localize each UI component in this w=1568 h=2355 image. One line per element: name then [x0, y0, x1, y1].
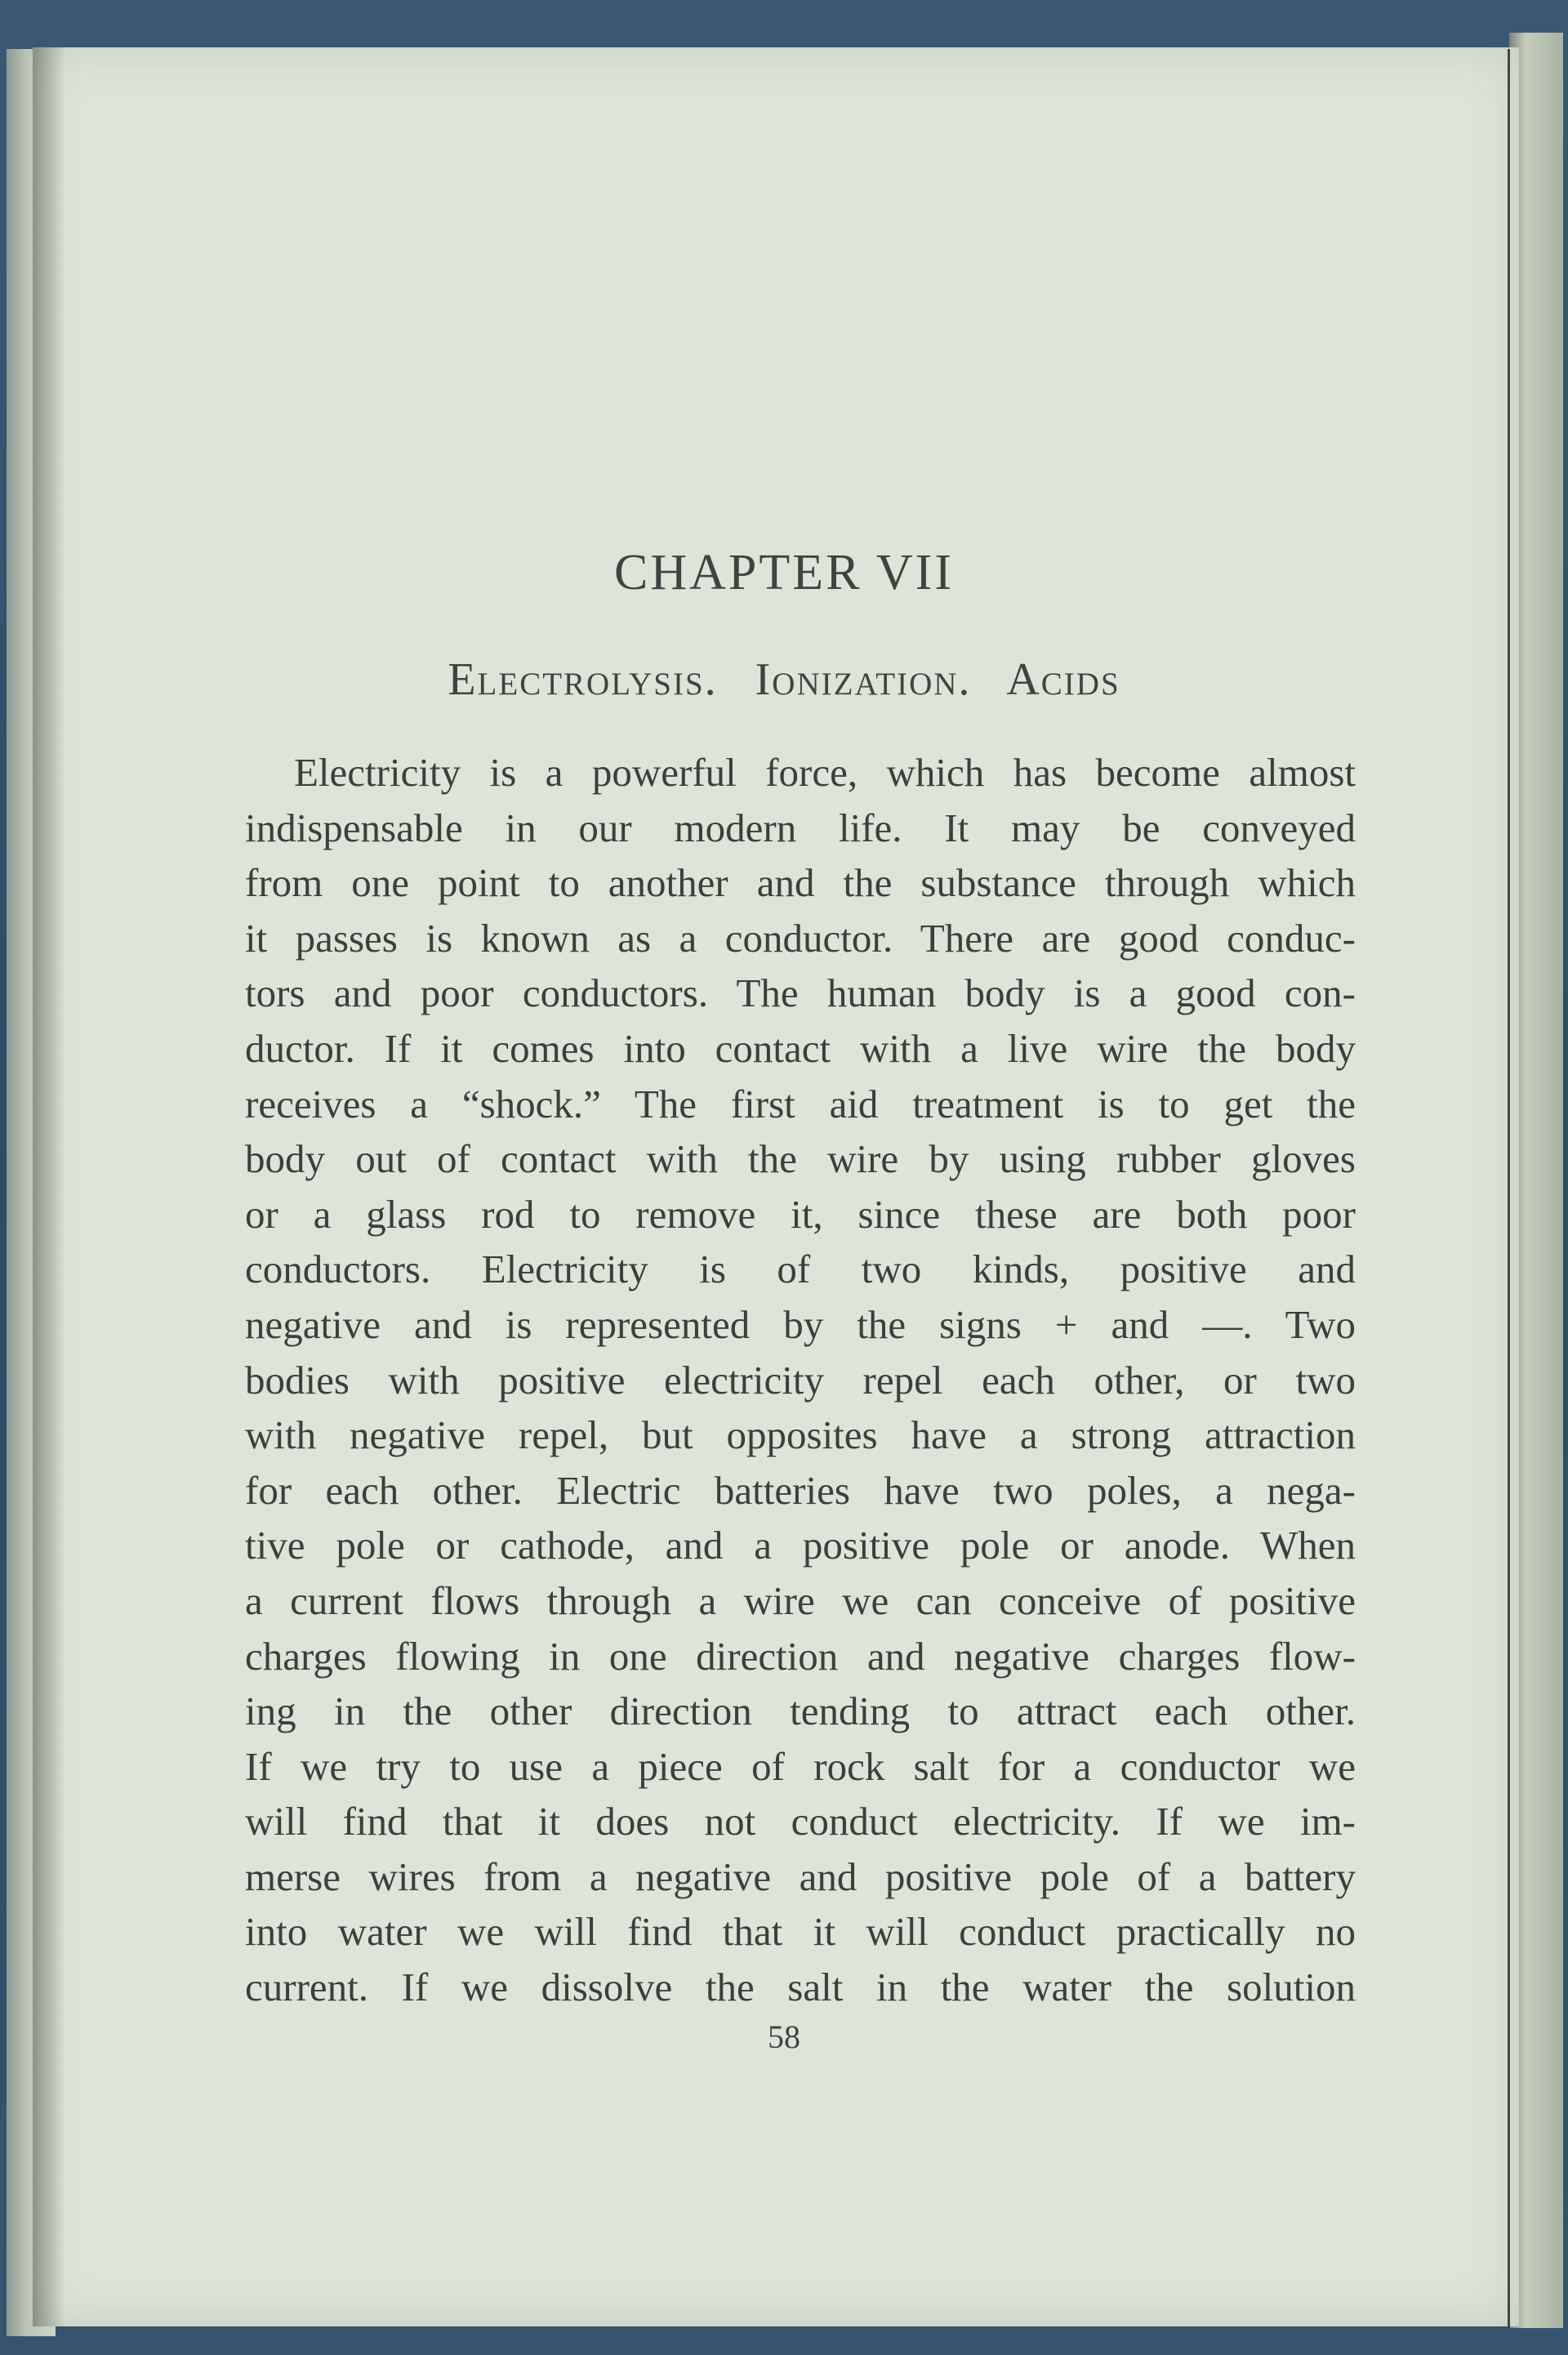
text-line: into water we will find that it will conduct practically no: [245, 1909, 1356, 1955]
text-line: merse wires from a negative and positive pole of a battery: [245, 1853, 1356, 1899]
spine-shadow: [33, 47, 65, 2326]
text-line: indispensable in our modern life. It may be conveyed: [245, 805, 1356, 850]
text-line: tors and poor conductors. The human body is a good con-: [245, 970, 1356, 1016]
chapter-subtitle: Electrolysis. Ionization. Acids: [448, 654, 1120, 705]
text-line: for each other. Electric batteries have two poles, a nega-: [245, 1467, 1356, 1513]
text-line: Electricity is a powerful force, which has become almost: [294, 750, 1356, 795]
text-line: bodies with positive electricity repel each other, or two: [245, 1357, 1356, 1403]
text-line: with negative repel, but opposites have a strong attraction: [245, 1412, 1356, 1458]
text-line: tive pole or cathode, and a positive pole or anode. When: [245, 1523, 1356, 1568]
text-line: charges flowing in one direction and negative charges flow-: [245, 1633, 1356, 1679]
text-line: If we try to use a piece of rock salt for a conductor we: [245, 1743, 1356, 1789]
chapter-title: CHAPTER VII: [614, 545, 954, 600]
text-line: ing in the other direction tending to attract each other.: [245, 1688, 1356, 1734]
text-line: receives a “shock.” The first aid treatment is to get the: [245, 1081, 1356, 1126]
text-line: it passes is known as a conductor. There are good conduc-: [245, 915, 1356, 961]
text-line: negative and is represented by the signs + and —. Two: [245, 1301, 1356, 1347]
text-line: current. If we dissolve the salt in the water the solution: [245, 1965, 1356, 2010]
body-paragraph: [245, 745, 1356, 2015]
text-line: a current flows through a wire we can conceive of positive: [245, 1577, 1356, 1623]
text-line: conductors. Electricity is of two kinds, positive and: [245, 1247, 1356, 1292]
text-line: ductor. If it comes into contact with a live wire the body: [245, 1025, 1356, 1071]
text-line: from one point to another and the substance through which: [245, 860, 1356, 906]
gutter-line: [1508, 49, 1510, 2328]
text-line: or a glass rod to remove it, since these are both poor: [245, 1191, 1356, 1237]
page-number: 58: [768, 2018, 800, 2055]
text-line: body out of contact with the wire by using rubber gloves: [245, 1136, 1356, 1182]
text-line: will find that it does not conduct electricity. If we im-: [245, 1799, 1356, 1844]
